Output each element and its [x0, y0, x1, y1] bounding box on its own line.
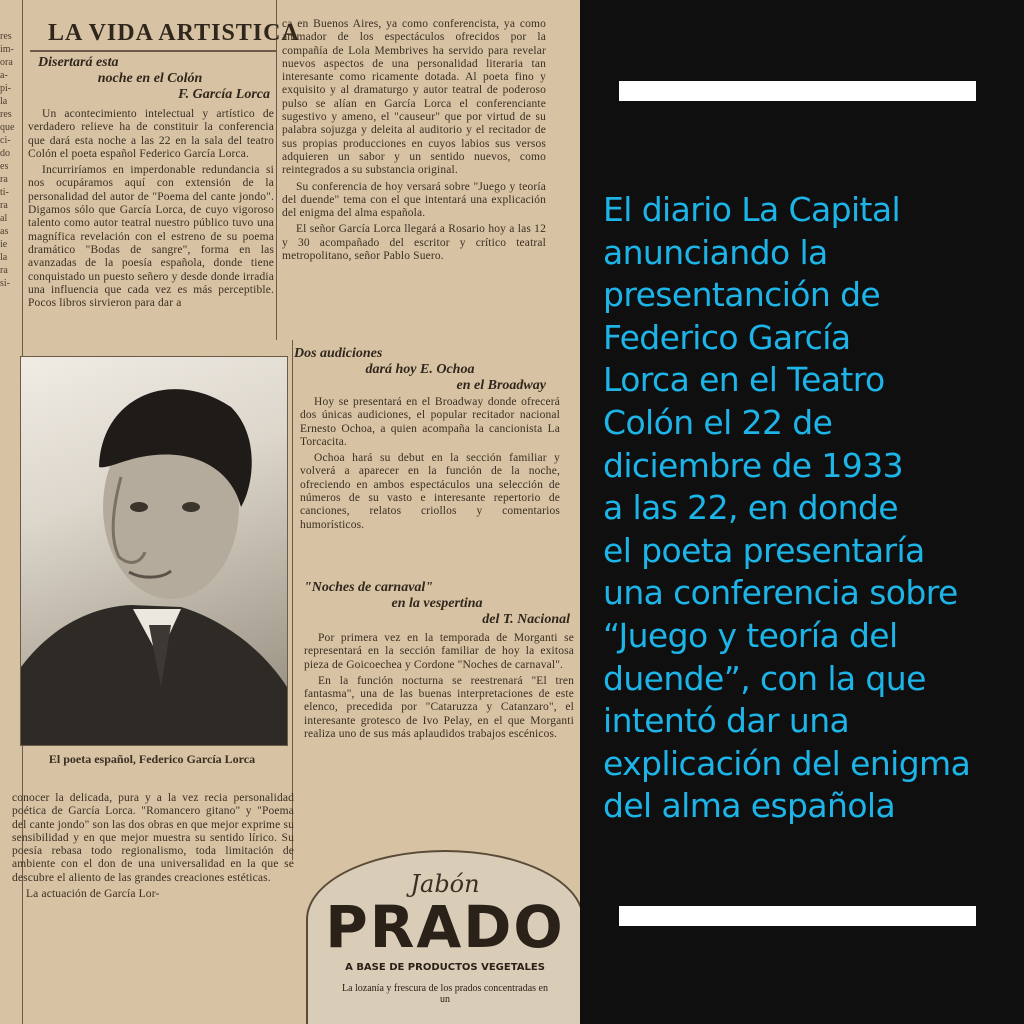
caption-line: El diario La Capital	[603, 190, 901, 229]
caption-line: del alma española	[603, 786, 896, 826]
ad-small-text: La lozanía y frescura de los prados concentradas en un	[341, 983, 548, 1005]
caption-line: presentanción de	[603, 275, 881, 315]
soap-advertisement	[306, 850, 580, 1024]
section-title: LA VIDA ARTISTICA	[48, 20, 300, 46]
caption-line: anunciando la	[603, 232, 828, 272]
caption-line: Colón el 22 de	[603, 402, 833, 442]
clipped-edge-text: res im- ora a- pi- la res que ci- do es ra ti- ra al as ie la ra si-	[0, 31, 15, 289]
ad-tagline: A BASE DE PRODUCTOS VEGETALES	[345, 962, 545, 973]
top-white-bar	[619, 81, 976, 101]
title-rule	[30, 50, 276, 52]
article1-continuation: conocer la delicada, pura y a la vez recia personalidad poética de García Lorca. "Romancero gitano" y "Poema del cante jondo" son las dos obras en que mejor exprime su sensibilidad y en que mejor muestra su sentido lírico. Su poesía rebasa todo regionalismo, toda limitación de ambiente con el don de una universalidad en la que se descubre el aliento de las grandes creaciones estéticas. La actuación de García Lor-	[12, 792, 294, 901]
caption-line: intentó dar una	[603, 701, 850, 741]
caption-line: duende”, con la que	[603, 658, 926, 698]
article1-headline: Disertará esta noche en el Colón F. García Lorca	[38, 55, 270, 102]
caption-line: explicación del enigma	[603, 743, 971, 783]
caption-line: Federico García	[603, 317, 851, 357]
bottom-white-bar	[619, 906, 976, 926]
article1-body: Un acontecimiento intelectual y artístico de verdadero relieve ha de constituir la conferencia que dará esta noche a las 22 en la sala del teatro Colón el poeta español Federico García Lorca. Incurriríamos en imperdonable redundancia si nos ocupáramos aquí con extensión de la personalidad del autor de "Poema del cante jondo". Digamos sólo que García Lorca, de cuyo vigoroso talento como autor teatral nuestro público tuvo una magnífica revelación con el estreno de su poema dramático "Bodas de sangre", forma en las avanzadas de la poesía española, donde tiene conquistado un puesto señero y desde donde irradia una influencia que cada vez es más perceptible. Pocos libros sirvieron para dar a	[28, 108, 274, 310]
article2-headline: Dos audiciones dará hoy E. Ochoa en el Broadway	[294, 346, 546, 393]
caption-text	[603, 189, 1003, 828]
caption-line: Lorca en el Teatro	[603, 360, 885, 400]
column-rule	[276, 0, 277, 340]
photo-caption: El poeta español, Federico García Lorca	[48, 752, 256, 766]
caption-line: a las 22, en donde	[603, 488, 898, 528]
portrait-photo	[20, 356, 288, 746]
column-rule	[292, 340, 293, 860]
ad-brand: PRADO	[325, 893, 565, 961]
caption-line: una conferencia sobre	[603, 573, 958, 613]
caption-line: el poeta presentaría	[603, 530, 925, 570]
column2-text: ca en Buenos Aires, ya como conferencista, ya como animador de los espectáculos ofrecidos por la compañía de Lola Membrives ha servido para revelar nuevos aspectos de una personalidad literaria tan interesante como ricamente dotada. Al poeta fino y exquisito y al dramaturgo y autor teatral de poderoso pulso se alían en García Lorca el conferenciante sugestivo y ameno, el "causeur" que por virtud de su palabra sojuzga y deleita al auditorio y el recitador de sus propias producciones en cuyos labios sus versos adquieren un sabor y un sentido nuevos, como reintegrados a su substancia original. Su conferencia de hoy versará sobre "Juego y teoría del duende" tema con el que intentará una explicación del enigma del alma española. El señor García Lorca llegará a Rosario hoy a las 12 y 30 acompañado del escritor y crítico teatral metropolitano, señor Pablo Suero.	[282, 18, 546, 263]
caption-line: diciembre de 1933	[603, 445, 903, 485]
article3-headline: "Noches de carnaval" en la vespertina del T. Nacional	[304, 580, 570, 627]
portrait-figure	[21, 357, 287, 745]
article3-body: Por primera vez en la temporada de Morganti se representará en la sección familiar de hoy la exitosa pieza de Goicoechea y Cordone "Noches de carnaval". En la función nocturna se reestrenará "El tren fantasma", una de las buenas interpretaciones de este elenco, precedida por "Cataruzza y Catanzaro", el interesante grotesco de Ivo Pelay, en el que Morganti realiza uno de sus más aplaudidos trabajos escénicos.	[304, 632, 574, 741]
ad-jabon-text: Jabón	[410, 870, 480, 898]
article2-body: Hoy se presentará en el Broadway donde ofrecerá dos únicas audiciones, el popular recitador nacional Ernesto Ochoa, a quien acompaña la cancionista La Torcacita. Ochoa hará su debut en la sección familiar y volverá a aparecer en la función de la noche, ofreciendo en ambos espectáculos una selección de números de su vasto e interesante repertorio de canciones, relatos criollos y comentarios humorísticos.	[300, 396, 560, 531]
caption-line: “Juego y teoría del	[603, 615, 898, 655]
